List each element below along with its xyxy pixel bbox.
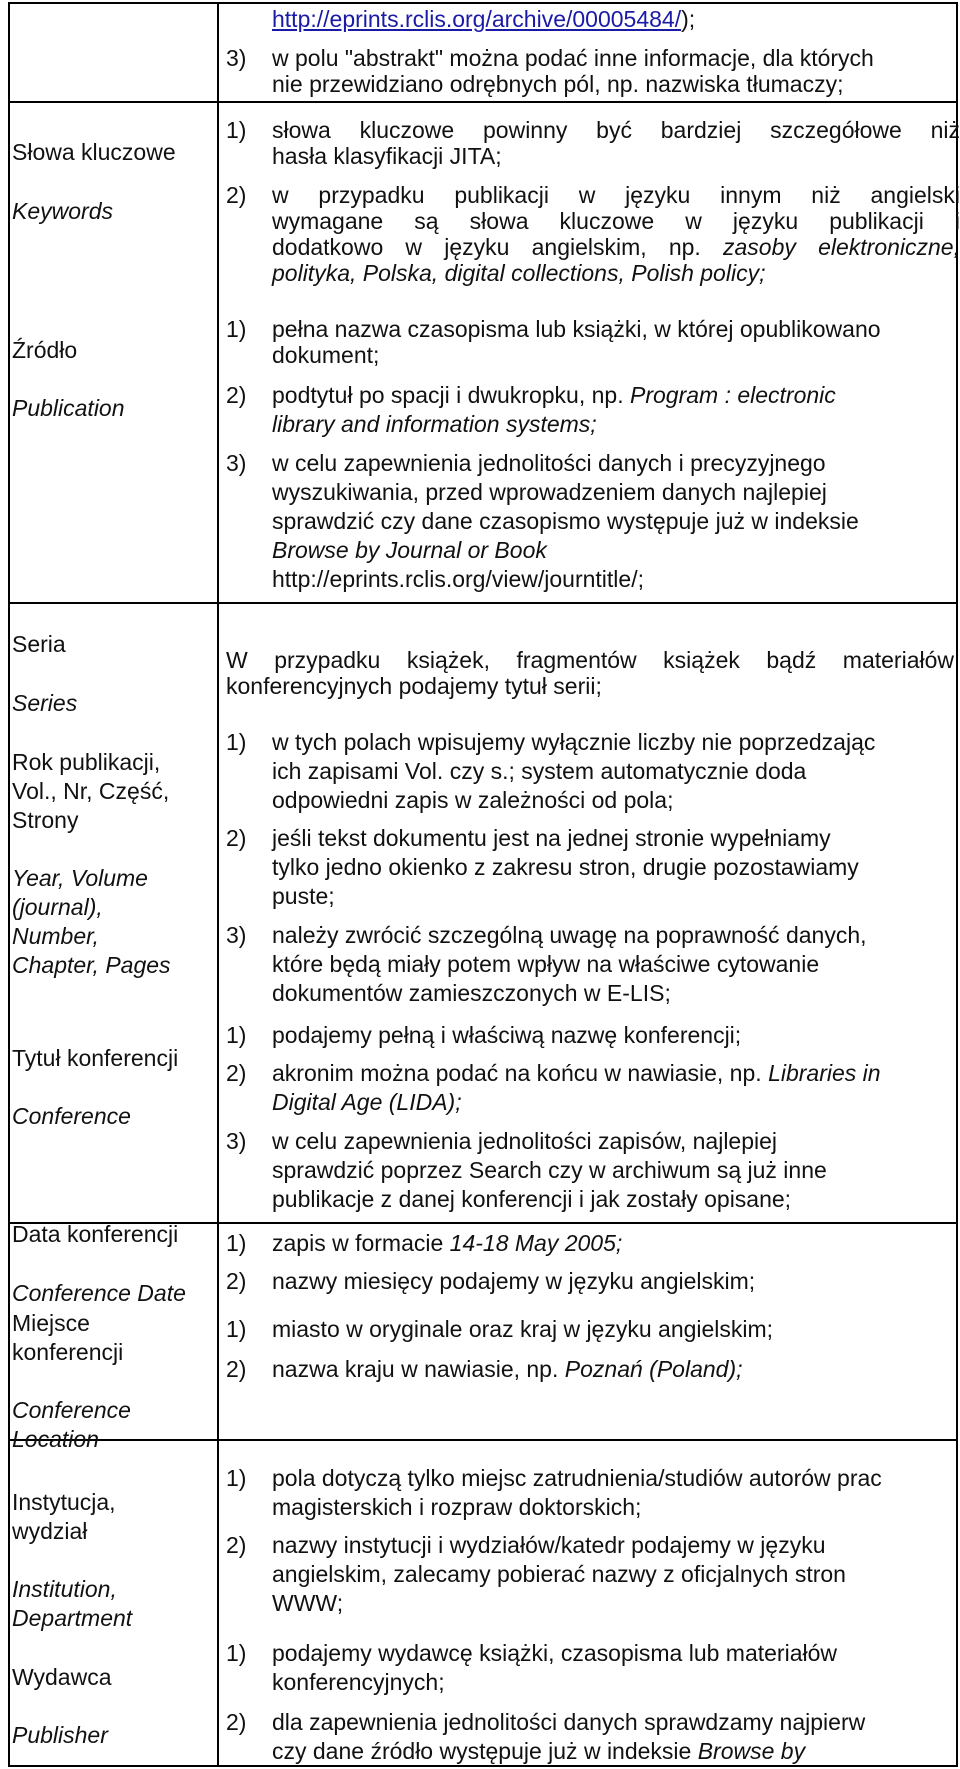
text-line: podtytuł po spacji i dwukropku, np. Program : electronic bbox=[272, 382, 836, 408]
text-line: publikacje z danej konferencji i jak zostały opisane; bbox=[272, 1186, 792, 1212]
text-line: pola dotyczą tylko miejsc zatrudnienia/studiów autorów prac bbox=[272, 1465, 882, 1491]
list-number: 1) bbox=[226, 1640, 247, 1666]
text-line: magisterskich i rozpraw doktorskich; bbox=[272, 1494, 642, 1520]
label-year-en: Number, bbox=[12, 923, 99, 949]
text-line: dokument; bbox=[272, 342, 380, 368]
list-number: 2) bbox=[226, 1709, 247, 1735]
text-line: nazwy miesięcy podajemy w języku angielskim; bbox=[272, 1268, 756, 1294]
text-line: WWW; bbox=[272, 1590, 344, 1616]
list-number: 3) bbox=[226, 45, 247, 71]
text-line: http://eprints.rclis.org/archive/00005484/); bbox=[272, 6, 696, 32]
text-line: tylko jedno okienko z zakresu stron, drugie pozostawiamy bbox=[272, 854, 859, 880]
label-place-en: Location bbox=[12, 1426, 99, 1452]
text-line: w polu "abstrakt" można podać inne informacje, dla których bbox=[272, 45, 874, 71]
text-line: podajemy pełną i właściwą nazwę konferencji; bbox=[272, 1022, 742, 1048]
row-divider bbox=[8, 101, 956, 103]
label-series-pl: Seria bbox=[12, 631, 66, 657]
text-line: wyszukiwania, przed wprowadzeniem danych najlepiej bbox=[272, 479, 827, 505]
text-line: w celu zapewnienia jednolitości danych i precyzyjnego bbox=[272, 450, 826, 476]
list-number: 1) bbox=[226, 729, 247, 755]
label-year-pl: Vol., Nr, Część, bbox=[12, 778, 170, 804]
label-keywords-en: Keywords bbox=[12, 198, 113, 224]
list-number: 1) bbox=[226, 1316, 247, 1342]
text-line: konferencyjnych podajemy tytuł serii; bbox=[226, 673, 602, 699]
text-line: hasła klasyfikacji JITA; bbox=[272, 143, 502, 169]
table-border-top bbox=[8, 2, 956, 4]
text-line: w przypadku publikacji w języku innym niż angielski bbox=[272, 182, 960, 208]
label-source-pl: Źródło bbox=[12, 337, 78, 363]
label-institution-en: Institution, bbox=[12, 1576, 117, 1602]
label-institution-en: Department bbox=[12, 1605, 133, 1631]
text-line: Digital Age (LIDA); bbox=[272, 1089, 462, 1115]
text-line: które będą miały potem wpływ na właściwe cytowanie bbox=[272, 951, 820, 977]
text-line: angielskim, zalecamy pobierać nazwy z oficjalnych stron bbox=[272, 1561, 846, 1587]
label-year-en: (journal), bbox=[12, 894, 103, 920]
label-publisher-en: Publisher bbox=[12, 1722, 108, 1748]
table-border-left bbox=[8, 2, 10, 1767]
list-number: 2) bbox=[226, 1532, 247, 1558]
list-number: 1) bbox=[226, 1022, 247, 1048]
label-place-pl: Miejsce bbox=[12, 1310, 90, 1336]
label-publisher-pl: Wydawca bbox=[12, 1664, 112, 1690]
list-number: 2) bbox=[226, 382, 247, 408]
list-number: 1) bbox=[226, 1230, 247, 1256]
label-institution-pl: wydział bbox=[12, 1518, 88, 1544]
list-number: 2) bbox=[226, 182, 247, 208]
row-divider bbox=[8, 602, 956, 604]
text-line: w celu zapewnienia jednolitości zapisów, najlepiej bbox=[272, 1128, 778, 1154]
list-number: 2) bbox=[226, 1268, 247, 1294]
archive-link[interactable]: http://eprints.rclis.org/archive/00005484/ bbox=[272, 6, 682, 32]
text-line: jeśli tekst dokumentu jest na jednej stronie wypełniamy bbox=[272, 825, 831, 851]
text-line: konferencyjnych; bbox=[272, 1669, 445, 1695]
row-divider bbox=[8, 1439, 956, 1441]
text-line: podajemy wydawcę książki, czasopisma lub materiałów bbox=[272, 1640, 838, 1666]
list-number: 1) bbox=[226, 1465, 247, 1491]
table-border-right bbox=[956, 2, 958, 1767]
text-line: dodatkowo w języku angielskim, np. zasoby elektroniczne, bbox=[272, 234, 960, 260]
text-line: dokumentów zamieszczonych w E-LIS; bbox=[272, 980, 671, 1006]
list-number: 3) bbox=[226, 1128, 247, 1154]
list-number: 1) bbox=[226, 117, 247, 143]
label-place-pl: konferencji bbox=[12, 1339, 124, 1365]
label-institution-pl: Instytucja, bbox=[12, 1489, 116, 1515]
list-number: 2) bbox=[226, 1060, 247, 1086]
label-conference-en: Conference bbox=[12, 1103, 131, 1129]
label-year-en: Chapter, Pages bbox=[12, 952, 171, 978]
list-number: 1) bbox=[226, 316, 247, 342]
text-line: Browse by Journal or Book bbox=[272, 537, 547, 563]
text-line: miasto w oryginale oraz kraj w języku angielskim; bbox=[272, 1316, 774, 1342]
list-number: 3) bbox=[226, 450, 247, 476]
text-line: w tych polach wpisujemy wyłącznie liczby nie poprzedzając bbox=[272, 729, 876, 755]
text-line: puste; bbox=[272, 883, 335, 909]
text-line: nie przewidziano odrębnych pól, np. nazwiska tłumaczy; bbox=[272, 71, 844, 97]
text-line: sprawdzić czy dane czasopismo występuje już w indeksie bbox=[272, 508, 859, 534]
text-line: library and information systems; bbox=[272, 411, 597, 437]
label-year-pl: Strony bbox=[12, 807, 79, 833]
text-line: odpowiedni zapis w zależności od pola; bbox=[272, 787, 674, 813]
label-source-en: Publication bbox=[12, 395, 125, 421]
text-line: sprawdzić poprzez Search czy w archiwum są już inne bbox=[272, 1157, 827, 1183]
label-series-en: Series bbox=[12, 690, 78, 716]
label-year-pl: Rok publikacji, bbox=[12, 749, 161, 775]
list-number: 2) bbox=[226, 1356, 247, 1382]
text-line: czy dane źródło występuje już w indeksie Browse by bbox=[272, 1738, 806, 1764]
text-line: akronim można podać na końcu w nawiasie, np. Libraries in bbox=[272, 1060, 881, 1086]
label-conference-pl: Tytuł konferencji bbox=[12, 1045, 179, 1071]
text-line: należy zwrócić szczególną uwagę na poprawność danych, bbox=[272, 922, 867, 948]
text-line: słowa kluczowe powinny być bardziej szczegółowe niż bbox=[272, 117, 960, 143]
label-date-en: Conference Date bbox=[12, 1280, 186, 1306]
label-date-pl: Data konferencji bbox=[12, 1221, 179, 1247]
column-divider bbox=[217, 2, 219, 1767]
label-place-en: Conference bbox=[12, 1397, 131, 1423]
text-line: zapis w formacie 14-18 May 2005; bbox=[272, 1230, 623, 1256]
text-line: nazwy instytucji i wydziałów/katedr podajemy w języku bbox=[272, 1532, 826, 1558]
text-line: polityka, Polska, digital collections, Polish policy; bbox=[272, 260, 766, 286]
list-number: 2) bbox=[226, 825, 247, 851]
text-line: http://eprints.rclis.org/view/journtitle/; bbox=[272, 566, 644, 592]
text-line: dla zapewnienia jednolitości danych sprawdzamy najpierw bbox=[272, 1709, 866, 1735]
text-line: pełna nazwa czasopisma lub książki, w której opublikowano bbox=[272, 316, 881, 342]
text-line: ich zapisami Vol. czy s.; system automatycznie doda bbox=[272, 758, 807, 784]
text-line: W przypadku książek, fragmentów książek bądź materiałów bbox=[226, 647, 954, 673]
label-year-en: Year, Volume bbox=[12, 865, 148, 891]
list-number: 3) bbox=[226, 922, 247, 948]
label-keywords-pl: Słowa kluczowe bbox=[12, 139, 176, 165]
text-line: nazwa kraju w nawiasie, np. Poznań (Poland); bbox=[272, 1356, 743, 1382]
text-line: wymagane są słowa kluczowe w języku publikacji i bbox=[272, 208, 960, 234]
